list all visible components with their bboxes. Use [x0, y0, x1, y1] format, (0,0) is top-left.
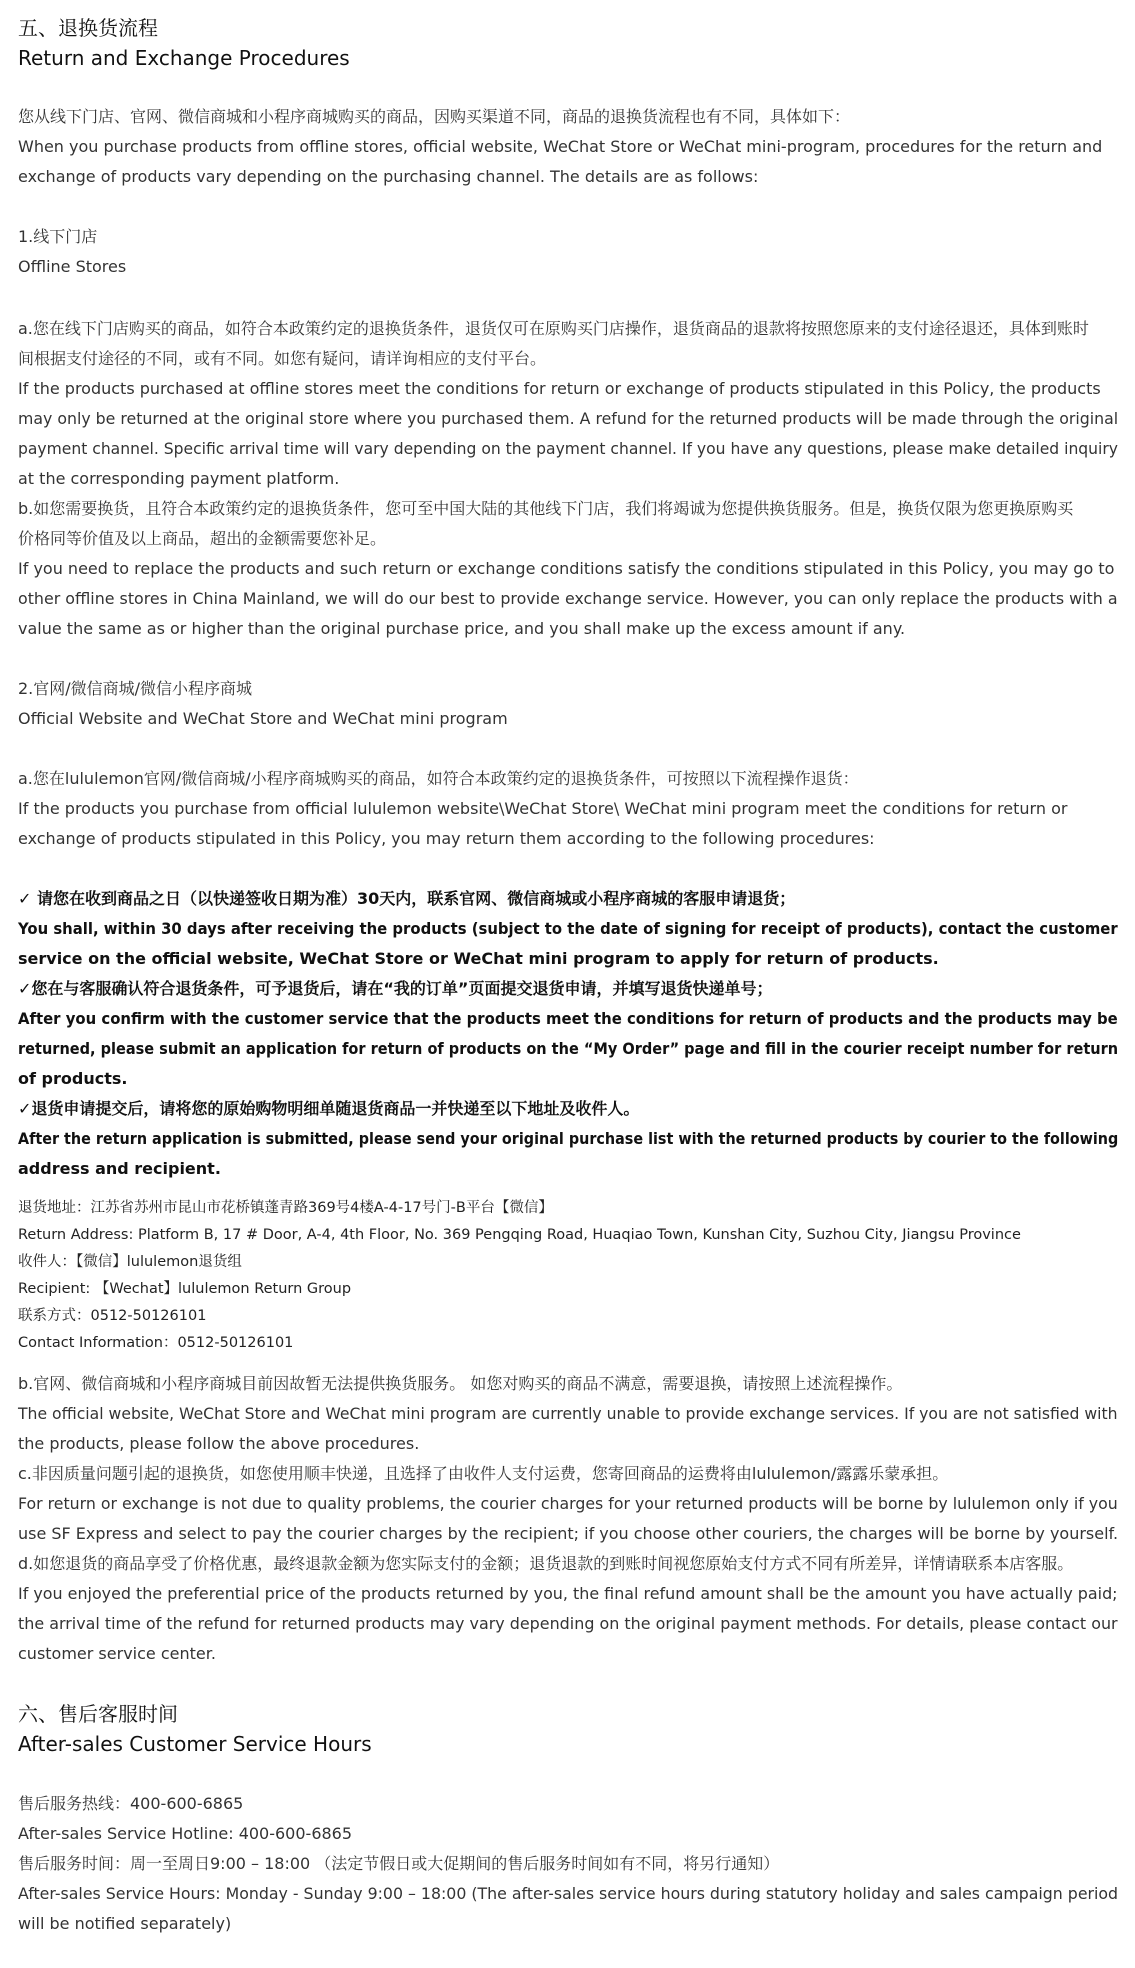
offline-a-en-1: If the products purchased at offline stores meet the conditions for return or exchange of products stipulated in this Policy, the products	[18, 379, 1101, 398]
online-title-en: Official Website and WeChat Store and WeChat mini program	[18, 709, 508, 728]
online-a-en-1: If the products you purchase from official lululemon website\WeChat Store\ WeChat mini program meet the conditions for return or	[18, 799, 1068, 818]
online-b-cn: b.官网、微信商城和小程序商城目前因故暂无法提供换货服务。 如您对购买的商品不满意，需要退换，请按照上述流程操作。	[18, 1374, 903, 1393]
offline-title-cn: 1.线下门店	[18, 227, 98, 246]
hours-en-1: After-sales Service Hours: Monday - Sunday 9:00 – 18:00 (The after-sales service hours during statutory holiday and sales campaign period	[18, 1884, 1119, 1903]
hotline-en: After-sales Service Hotline: 400-600-6865	[18, 1824, 353, 1843]
section6-title-cn: 六、售后客服时间	[18, 1702, 178, 1726]
online-d-en-2: the arrival time of the refund for returned products may vary depending on the original payment methods. For details, please contact our	[18, 1614, 1118, 1633]
online-a-cn: a.您在lululemon官网/微信商城/小程序商城购买的商品，如符合本政策约定的退换货条件，可按照以下流程操作退货：	[18, 769, 859, 788]
offline-title-en: Offline Stores	[18, 257, 127, 276]
online-d-en-3: customer service center.	[18, 1644, 216, 1663]
hotline-cn: 售后服务热线：400-600-6865	[18, 1794, 244, 1813]
step3-cn: ✓退货申请提交后，请将您的原始购物明细单随退货商品一并快递至以下地址及收件人。	[18, 1099, 640, 1118]
section6-title-en: After-sales Customer Service Hours	[18, 1732, 372, 1756]
online-d-cn: d.如您退货的商品享受了价格优惠，最终退款金额为您实际支付的金额；退货退款的到账时间视您原始支付方式不同有所差异，详情请联系本店客服。	[18, 1554, 1074, 1573]
offline-b-en-3: value the same as or higher than the original purchase price, and you shall make up the excess amount if any.	[18, 619, 906, 638]
step1-en-2: service on the official website, WeChat Store or WeChat mini program to apply for return of products.	[18, 949, 939, 968]
offline-b-cn-2: 价格同等价值及以上商品，超出的金额需要您补足。	[18, 529, 387, 548]
online-b-en-2: the products, please follow the above procedures.	[18, 1434, 420, 1453]
offline-b-en-2: other offline stores in China Mainland, we will do our best to provide exchange service. However, you can only replace the products with a	[18, 589, 1118, 608]
offline-b-cn-1: b.如您需要换货，且符合本政策约定的退换货条件，您可至中国大陆的其他线下门店，我们将竭诚为您提供换货服务。但是，换货仅限为您更换原购买	[18, 499, 1074, 518]
offline-a-en-3: payment channel. Specific arrival time will vary depending on the payment channel. If you have any questions, please make detailed inquiry	[18, 439, 1118, 458]
offline-a-en-4: at the corresponding payment platform.	[18, 469, 340, 488]
online-c-en-1: For return or exchange is not due to quality problems, the courier charges for your returned products will be borne by lululemon only if you	[18, 1494, 1118, 1513]
hours-cn: 售后服务时间：周一至周日9:00 – 18:00 （法定节假日或大促期间的售后服务时间如有不同，将另行通知）	[18, 1854, 780, 1873]
recipient-en: Recipient: 【Wechat】lululemon Return Group	[18, 1281, 352, 1297]
offline-a-cn-1: a.您在线下门店购买的商品，如符合本政策约定的退换货条件，退货仅可在原购买门店操作，退货商品的退款将按照您原来的支付途径退还，具体到账时	[18, 319, 1089, 338]
online-a-en-2: exchange of products stipulated in this Policy, you may return them according to the following procedures:	[18, 829, 875, 848]
intro-en-2: exchange of products vary depending on the purchasing channel. The details are as follows:	[18, 167, 759, 186]
section5-title-en: Return and Exchange Procedures	[18, 46, 350, 70]
online-c-cn: c.非因质量问题引起的退换货，如您使用顺丰快递，且选择了由收件人支付运费，您寄回商品的运费将由lululemon/露露乐蒙承担。	[18, 1464, 949, 1483]
return-address-cn: 退货地址：江苏省苏州市昆山市花桥镇蓬青路369号4楼A-4-17号门-B平台【微信】	[18, 1200, 553, 1216]
step1-en-1: You shall, within 30 days after receiving the products (subject to the date of signing for receipt of products), contact the customer	[18, 919, 1118, 938]
intro-en-1: When you purchase products from offline stores, official website, WeChat Store or WeChat mini-program, procedures for the return and	[18, 137, 1103, 156]
step3-en-2: address and recipient.	[18, 1159, 221, 1178]
step2-cn: ✓您在与客服确认符合退货条件，可予退货后，请在“我的订单”页面提交退货申请，并填写退货快递单号；	[18, 979, 773, 998]
online-d-en-1: If you enjoyed the preferential price of the products returned by you, the final refund amount shall be the amount you have actually paid;	[18, 1584, 1118, 1603]
section5-title-cn: 五、退换货流程	[18, 16, 158, 40]
step1-cn: ✓ 请您在收到商品之日（以快递签收日期为准）30天内，联系官网、微信商城或小程序商城的客服申请退货；	[18, 889, 796, 908]
online-title-cn: 2.官网/微信商城/微信小程序商城	[18, 679, 253, 698]
offline-a-en-2: may only be returned at the original store where you purchased them. A refund for the returned products will be made through the original	[18, 409, 1119, 428]
intro-cn: 您从线下门店、官网、微信商城和小程序商城购买的商品，因购买渠道不同，商品的退换货流程也有不同，具体如下：	[18, 107, 851, 126]
online-c-en-2: use SF Express and select to pay the courier charges by the recipient; if you choose other couriers, the charges will be borne by yourself.	[18, 1524, 1119, 1543]
recipient-cn: 收件人：【微信】lululemon退货组	[18, 1254, 242, 1270]
online-b-en-1: The official website, WeChat Store and WeChat mini program are currently unable to provide exchange services. If you are not satisfied with	[18, 1404, 1118, 1423]
offline-b-en-1: If you need to replace the products and such return or exchange conditions satisfy the conditions stipulated in this Policy, you may go to	[18, 559, 1115, 578]
step2-en-2: returned, please submit an application for return of products on the “My Order” page and fill in the courier receipt number for return	[18, 1039, 1119, 1058]
hours-en-2: will be notified separately)	[18, 1914, 232, 1933]
step2-en-3: of products.	[18, 1069, 128, 1088]
return-address-en: Return Address: Platform B, 17 # Door, A-4, 4th Floor, No. 369 Pengqing Road, Huaqiao Town, Kunshan City, Suzhou City, Jiangsu Province	[18, 1227, 1021, 1243]
contact-cn: 联系方式：0512-50126101	[18, 1308, 207, 1324]
contact-en: Contact Information：0512-50126101	[18, 1335, 294, 1351]
offline-a-cn-2: 间根据支付途径的不同，或有不同。如您有疑问，请详询相应的支付平台。	[18, 349, 547, 368]
step3-en-1: After the return application is submitted, please send your original purchase list with the returned products by courier to the following	[18, 1129, 1119, 1148]
step2-en-1: After you confirm with the customer service that the products meet the conditions for return of products and the products may be	[18, 1009, 1118, 1028]
